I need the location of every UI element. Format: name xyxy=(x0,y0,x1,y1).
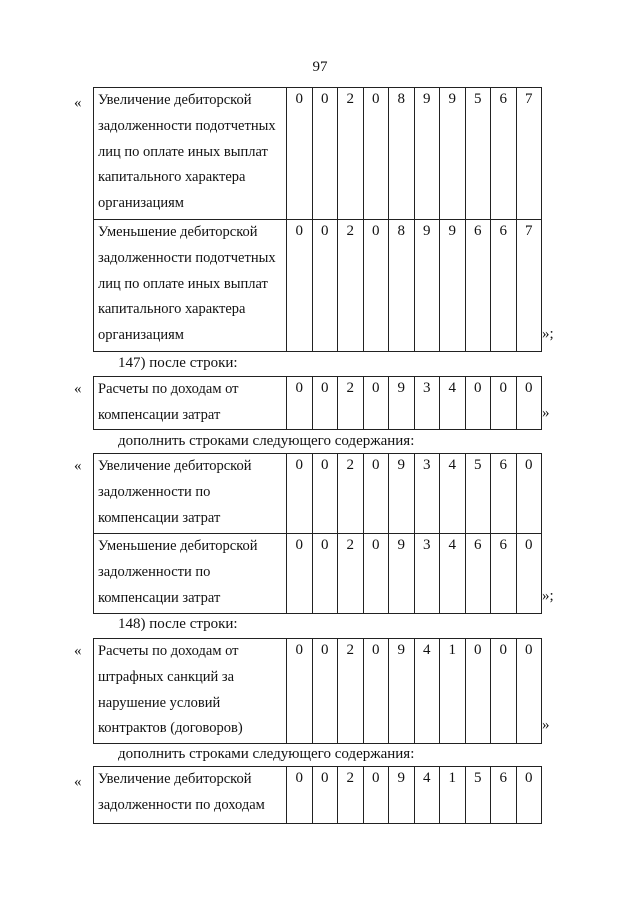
code-digit: 7 xyxy=(516,220,542,352)
code-digit: 8 xyxy=(389,220,415,352)
code-digit: 2 xyxy=(338,454,364,534)
table-row xyxy=(94,454,542,534)
code-digit: 0 xyxy=(516,377,542,430)
code-digit: 0 xyxy=(363,534,389,614)
code-digit: 2 xyxy=(338,377,364,430)
code-digit: 9 xyxy=(440,220,466,352)
table-row xyxy=(94,767,542,824)
code-digit: 6 xyxy=(465,534,491,614)
code-digit: 0 xyxy=(287,88,313,220)
code-digit: 9 xyxy=(389,377,415,430)
code-digit: 8 xyxy=(389,88,415,220)
code-digit: 0 xyxy=(363,639,389,744)
table-row xyxy=(94,88,542,220)
code-digit: 4 xyxy=(414,767,440,824)
close-quote: » xyxy=(542,405,550,421)
code-table-3 xyxy=(93,453,542,614)
row-description: Расчеты по доходам от компенсации затрат xyxy=(94,377,287,430)
code-digit: 0 xyxy=(312,639,338,744)
code-table-2 xyxy=(93,376,542,430)
code-digit: 4 xyxy=(414,639,440,744)
open-quote: « xyxy=(74,774,82,790)
code-digit: 9 xyxy=(414,220,440,352)
row-description: Увеличение дебиторской задолженности по доходам xyxy=(94,767,287,824)
code-digit: 2 xyxy=(338,88,364,220)
code-digit: 2 xyxy=(338,767,364,824)
caption-add-rows: дополнить строками следующего содержания: xyxy=(118,746,415,762)
code-digit: 4 xyxy=(440,377,466,430)
close-quote: » xyxy=(542,717,550,733)
code-digit: 6 xyxy=(465,220,491,352)
code-digit: 0 xyxy=(287,534,313,614)
code-digit: 2 xyxy=(338,639,364,744)
code-digit: 5 xyxy=(465,767,491,824)
table-row xyxy=(94,534,542,614)
caption-147: 147) после строки: xyxy=(118,355,238,371)
code-digit: 0 xyxy=(363,454,389,534)
code-digit: 3 xyxy=(414,377,440,430)
code-digit: 0 xyxy=(491,377,517,430)
table-row xyxy=(94,639,542,744)
code-digit: 0 xyxy=(287,454,313,534)
code-digit: 2 xyxy=(338,220,364,352)
row-description: Увеличение дебиторской задолженности подотчетных лиц по оплате иных выплат капитального характера организациям xyxy=(94,88,287,220)
code-digit: 0 xyxy=(363,88,389,220)
code-digit: 9 xyxy=(389,639,415,744)
row-description: Увеличение дебиторской задолженности по компенсации затрат xyxy=(94,454,287,534)
code-digit: 0 xyxy=(491,639,517,744)
code-digit: 0 xyxy=(312,454,338,534)
open-quote: « xyxy=(74,95,82,111)
row-description: Уменьшение дебиторской задолженности подотчетных лиц по оплате иных выплат капитального характера организациям xyxy=(94,220,287,352)
code-digit: 0 xyxy=(516,639,542,744)
code-digit: 0 xyxy=(312,534,338,614)
code-digit: 5 xyxy=(465,88,491,220)
table-row xyxy=(94,377,542,430)
code-digit: 0 xyxy=(287,220,313,352)
caption-add-rows: дополнить строками следующего содержания: xyxy=(118,433,415,449)
close-quote: »; xyxy=(542,588,554,604)
table-row xyxy=(94,220,542,352)
code-digit: 0 xyxy=(312,88,338,220)
code-digit: 0 xyxy=(287,639,313,744)
code-digit: 0 xyxy=(363,377,389,430)
close-quote: »; xyxy=(542,326,554,342)
code-digit: 1 xyxy=(440,639,466,744)
code-digit: 1 xyxy=(440,767,466,824)
code-digit: 0 xyxy=(516,454,542,534)
code-digit: 3 xyxy=(414,454,440,534)
code-digit: 6 xyxy=(491,454,517,534)
caption-148: 148) после строки: xyxy=(118,616,238,632)
code-table-5 xyxy=(93,766,542,824)
code-digit: 0 xyxy=(312,767,338,824)
code-digit: 6 xyxy=(491,88,517,220)
code-digit: 0 xyxy=(287,377,313,430)
page-number: 97 xyxy=(312,59,328,75)
code-table-4 xyxy=(93,638,542,744)
code-digit: 4 xyxy=(440,534,466,614)
row-description: Расчеты по доходам от штрафных санкций за нарушение условий контрактов (договоров) xyxy=(94,639,287,744)
code-digit: 3 xyxy=(414,534,440,614)
open-quote: « xyxy=(74,643,82,659)
code-digit: 0 xyxy=(312,220,338,352)
code-digit: 9 xyxy=(389,454,415,534)
code-digit: 9 xyxy=(414,88,440,220)
code-digit: 6 xyxy=(491,767,517,824)
code-digit: 6 xyxy=(491,220,517,352)
code-digit: 0 xyxy=(312,377,338,430)
open-quote: « xyxy=(74,458,82,474)
code-digit: 0 xyxy=(465,639,491,744)
row-description: Уменьшение дебиторской задолженности по компенсации затрат xyxy=(94,534,287,614)
code-digit: 6 xyxy=(491,534,517,614)
code-digit: 0 xyxy=(516,767,542,824)
code-digit: 7 xyxy=(516,88,542,220)
code-digit: 5 xyxy=(465,454,491,534)
code-digit: 4 xyxy=(440,454,466,534)
code-digit: 0 xyxy=(465,377,491,430)
code-digit: 9 xyxy=(389,767,415,824)
code-digit: 9 xyxy=(389,534,415,614)
code-table-1 xyxy=(93,87,542,352)
code-digit: 0 xyxy=(363,220,389,352)
code-digit: 2 xyxy=(338,534,364,614)
code-digit: 9 xyxy=(440,88,466,220)
code-digit: 0 xyxy=(516,534,542,614)
code-digit: 0 xyxy=(363,767,389,824)
open-quote: « xyxy=(74,381,82,397)
code-digit: 0 xyxy=(287,767,313,824)
